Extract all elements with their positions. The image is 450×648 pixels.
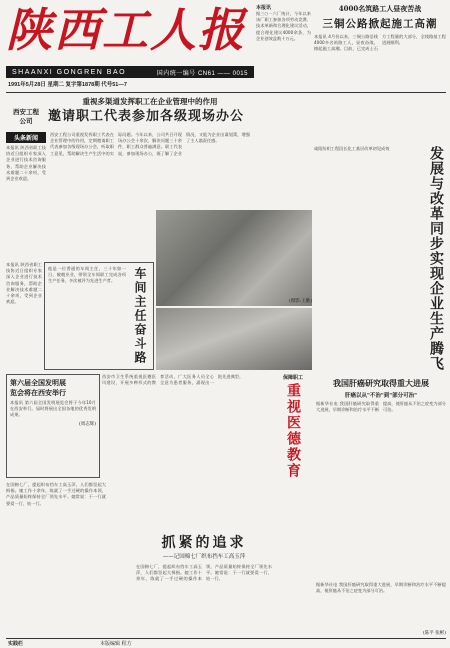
divider: [6, 92, 446, 93]
ear-label: 本报讯: [256, 5, 272, 11]
right-vertical-story: [314, 146, 446, 376]
masthead-info-bar: [6, 66, 254, 78]
expo-headline: 第六届全国发明展: [10, 378, 66, 387]
date-line: 1991年5月28日 星期二 复字第1878期 代号51—7: [8, 82, 127, 88]
sidebar-left: [6, 132, 46, 260]
ear-box: [256, 4, 311, 90]
liver-headline: 我国肝癌研究取得重大进展: [333, 378, 429, 388]
right-vertical-text: 咸阳纺织工程段长化工基层改革初见成效: [314, 146, 390, 151]
middle-bottom-story: [274, 374, 312, 584]
liver-byline: (陈平 张彬): [423, 631, 446, 636]
lead-story-badge: [8, 108, 44, 128]
masthead-cn: 国内统一编号 CN61 —— 0015: [156, 70, 248, 77]
liver-text: 据新华社电 我国肝癌研究取得重大进展，早期诊断和治疗水平不断提高，使肝癌从不治之症变为部分可治。: [316, 401, 446, 413]
boxed-story: [44, 262, 154, 370]
masthead-pinyin: SHAANXI GONGREN BAO: [12, 68, 127, 76]
top-right-headline: 三铜公路掀起施工高潮: [322, 18, 438, 30]
bottom-story-text-right: 在国棉七厂，提起织布挡车工高玉萍，人们都竖起大拇指。她工作十余年，练就了一手过硬的操作本领，产品质量始终保持全厂领先水平。她常说：干一行就要爱一行、钻一行。: [136, 564, 272, 582]
photo-caption: (摄影:王勤): [288, 299, 312, 304]
newspaper-name: 陕西工人报: [6, 3, 246, 57]
badge-line-b: 公司: [19, 117, 33, 125]
ear-text: 据三○一六厂统计，今年以来该厂职工参加各项劳动竞赛、技术革新和合理化建议活动，提合理化建议4000余条，为企业创效益数十万元。: [256, 11, 311, 41]
middle-headline: 重视医德教育: [285, 383, 301, 479]
middle-column-text: 西安市卫生系统重视医德医风建设，开展多种形式的教育活动，广大医务人员全心全意为患者服务，涌现出一批先进典型。: [102, 374, 244, 386]
bottom-left-story: [6, 482, 272, 636]
lead-story-text: 西安工程公司重视发挥职工代表在企业管理中的作用，定期邀请职工代表参加各级现场办公会，听取职工意见，帮助解决生产生活中的实际问题。今年以来，公司共召开现场办公会十余次，解决问题三十余件，职工群众普遍满意。职工代表说，参加现场办公，既了解了企业情况，又能为企业出谋划策，增强了主人翁责任感。: [50, 132, 250, 156]
footer-left: 实践栏: [8, 641, 24, 647]
bottom-right-text: 据新华社电 我国肝癌研究取得重大进展，早期诊断和治疗水平不断提高，使肝癌从不治之症变为部分可治。: [316, 582, 446, 594]
bottom-story-headline: 抓紧的追求: [161, 535, 247, 551]
bottom-story-text-left: 在国棉七厂，提起织布挡车工高玉萍，人们都竖起大拇指。她工作十余年，练就了一手过硬的操作本领，产品质量始终保持全厂领先水平。她常说：干一行就要爱一行、钻一行。: [6, 482, 106, 506]
lead-story-kicker: 重视多渠道发挥职工在企业管理中的作用: [82, 97, 218, 106]
top-right-text: 本报讯 4月份以来，三铜公路沿线4000多名筑路工人，昼夜奋战，掀起施工高潮。目前，已完成土石方工程量的大部分，全线路基工程进展顺利。: [314, 34, 446, 52]
sidebar-tag: 头条新闻: [6, 132, 46, 143]
sidebar-text: 本报讯 陕西省职工技协近日组织专家深入企业进行技术咨询服务，帮助企业解决技术难题二十余项，受到企业欢迎。: [6, 145, 46, 182]
liver-cancer-story: [316, 378, 446, 578]
footer-rule: [6, 638, 446, 639]
lead-story-headline: 邀请职工代表参加各级现场办公: [48, 109, 245, 124]
invention-expo-box: [6, 374, 100, 478]
boxed-story-headline: 车间主任奋斗路: [133, 267, 147, 365]
badge-line-a: 西安工程: [13, 108, 39, 116]
top-right-kicker: 4000名筑路工人昼夜苦战: [338, 4, 422, 13]
expo-byline: (周志辉): [78, 421, 96, 427]
footer-right: 本版编辑 程方: [100, 641, 132, 647]
middle-kicker: 保障职工: [282, 375, 303, 381]
liver-sub: 肝癌以从"不治"到"部分可治": [345, 393, 417, 399]
news-photo-1: [156, 210, 312, 306]
top-right-story: [314, 4, 446, 142]
expo-text: 本报讯 第六届全国发明展览会将于今年10月在西安举行。届时将展出全国各地的优秀发明成果。: [10, 400, 96, 418]
right-vertical-headline: 发展与改革同步实现企业生产腾飞: [428, 146, 444, 371]
left-column-text: 本报讯 陕西省职工技协近日组织专家深入企业进行技术咨询服务，帮助企业解决技术难题二十余项，受到企业欢迎。: [6, 262, 42, 305]
news-photo-2: [156, 308, 312, 370]
masthead-title: [6, 2, 254, 58]
boxed-story-text: 他是一位普通的车间主任，三十年如一日，兢兢业业，带领全车间职工完成各项生产任务，多次被评为先进生产者。: [48, 266, 126, 284]
expo-sub: 览会将在西安举行: [10, 388, 66, 397]
bottom-story-sub: ——记国棉七厂织布挡车工高玉萍: [162, 554, 246, 560]
